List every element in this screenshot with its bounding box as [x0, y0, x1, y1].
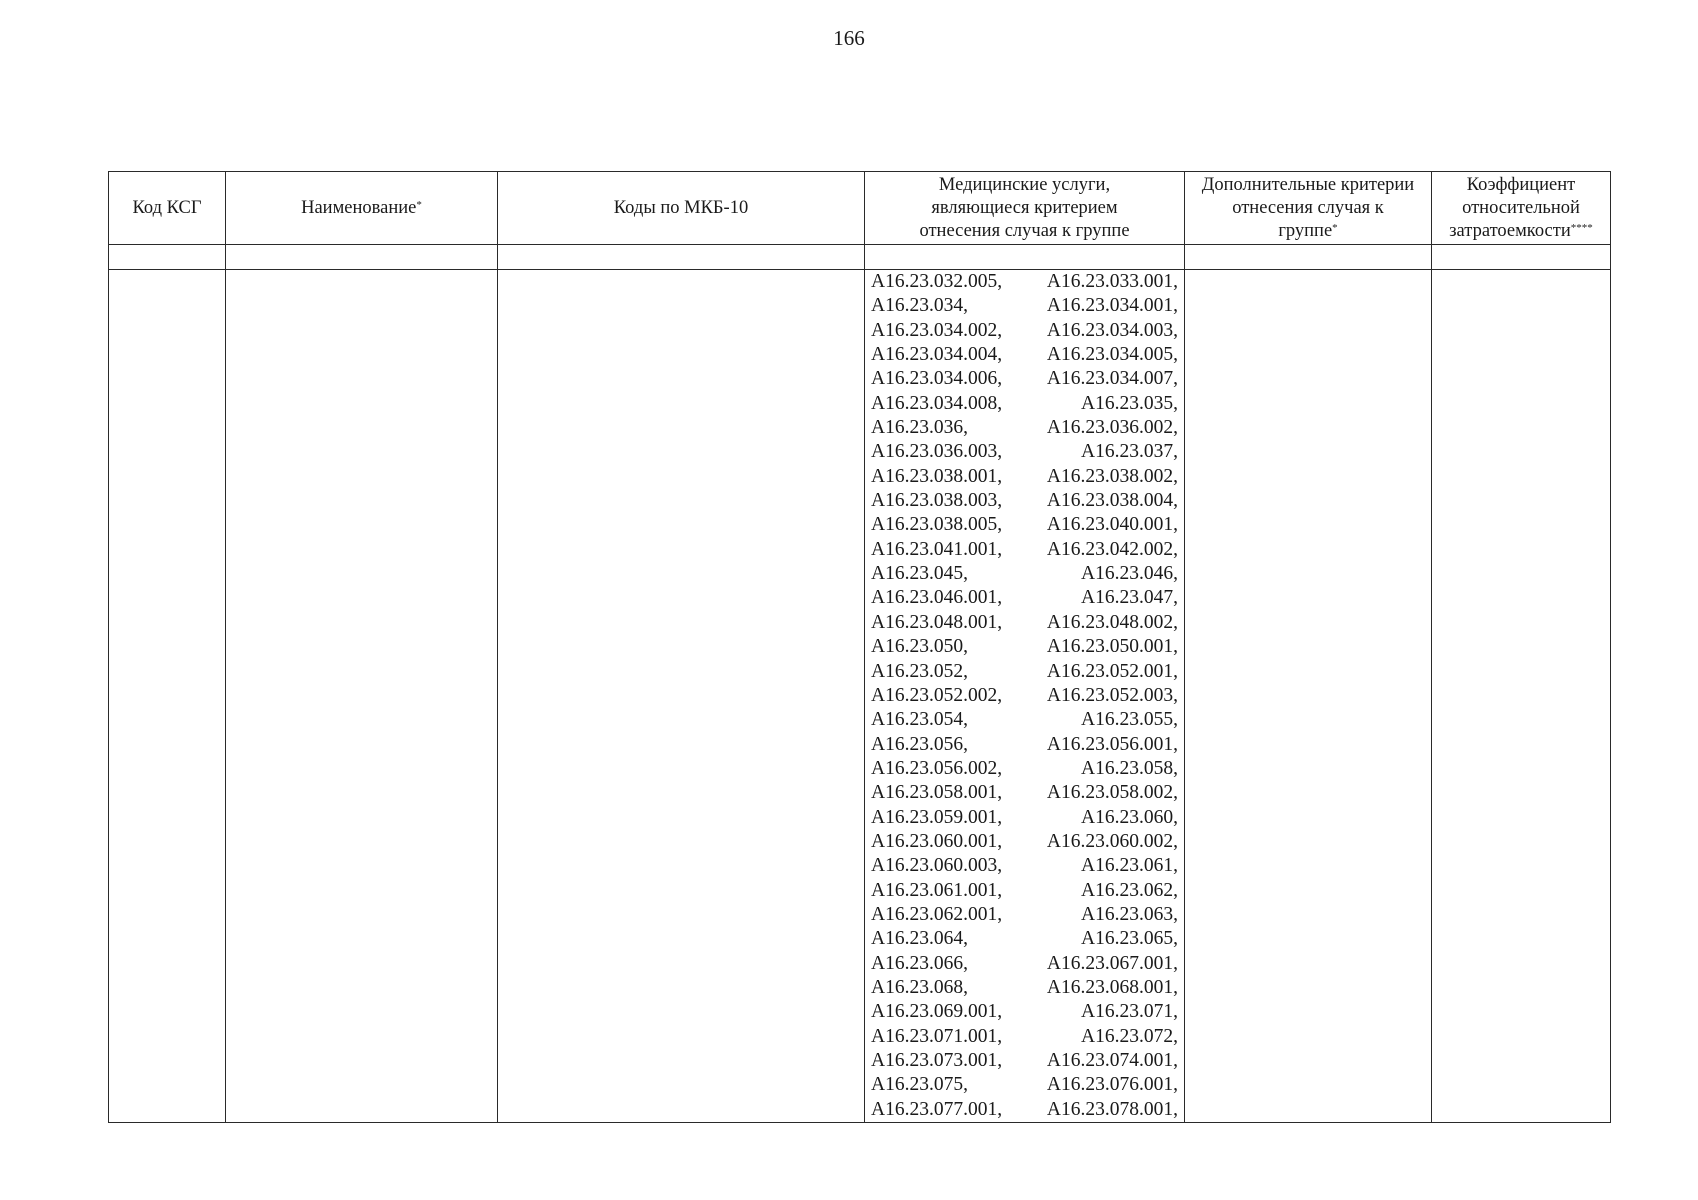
service-code: A16.23.048.001, — [871, 611, 1003, 633]
service-code: A16.23.045, — [871, 563, 968, 585]
service-code: A16.23.036.002, — [1046, 417, 1178, 439]
service-code: A16.23.034.007, — [1046, 368, 1178, 390]
service-code: A16.23.077.001, — [871, 1098, 1003, 1120]
code-row — [871, 611, 1178, 635]
header-medical-services: Медицинские услуги, являющиеся критерием отнесения случая к группе — [865, 172, 1185, 245]
code-row — [871, 392, 1178, 416]
service-code: A16.23.052.001, — [1046, 660, 1178, 682]
service-code: A16.23.050.001, — [1046, 636, 1178, 658]
icd10-cell — [498, 270, 865, 1123]
service-code: A16.23.034, — [871, 295, 968, 317]
service-code: A16.23.067.001, — [1046, 952, 1178, 974]
code-row — [871, 684, 1178, 708]
additional-criteria-cell — [1185, 270, 1432, 1123]
page-number: 166 — [833, 26, 865, 50]
footnote-mark: * — [416, 198, 422, 211]
service-code: A16.23.071, — [1081, 1001, 1178, 1023]
header-cost-coefficient: Коэффициент относительной затратоемкости**** — [1432, 172, 1611, 245]
service-code: A16.23.066, — [871, 952, 968, 974]
footnote-mark: * — [1332, 221, 1338, 234]
code-row — [871, 806, 1178, 830]
service-code-list — [871, 270, 1178, 1122]
code-row — [871, 976, 1178, 1000]
code-row — [871, 294, 1178, 318]
service-code: A16.23.072, — [1081, 1025, 1178, 1047]
service-code: A16.23.046.001, — [871, 587, 1003, 609]
service-code: A16.23.034.005, — [1046, 344, 1178, 366]
service-code: A16.23.061.001, — [871, 879, 1003, 901]
service-code: A16.23.038.004, — [1046, 490, 1178, 512]
service-code: A16.23.069.001, — [871, 1001, 1003, 1023]
code-row — [871, 465, 1178, 489]
service-code: A16.23.038.002, — [1046, 465, 1178, 487]
service-code: A16.23.034.002, — [871, 319, 1003, 341]
header-additional-criteria: Дополнительные критерии отнесения случая к группе* — [1185, 172, 1432, 245]
service-code: A16.23.056.001, — [1046, 733, 1178, 755]
service-code: A16.23.059.001, — [871, 806, 1003, 828]
service-code: A16.23.071.001, — [871, 1025, 1003, 1047]
code-row — [871, 635, 1178, 659]
footnote-mark: **** — [1570, 221, 1593, 234]
service-code: A16.23.074.001, — [1046, 1050, 1178, 1071]
code-row — [871, 1025, 1178, 1049]
service-code: A16.23.062.001, — [871, 903, 1003, 925]
header-name: Наименование* — [226, 172, 498, 245]
ksg-code-cell — [109, 270, 226, 1123]
code-row — [871, 1098, 1178, 1122]
code-row — [871, 927, 1178, 951]
header-icd10-codes: Коды по МКБ-10 — [498, 172, 865, 245]
cost-coefficient-cell — [1432, 270, 1611, 1123]
service-code: A16.23.060, — [1081, 806, 1178, 828]
medical-services-cell — [865, 270, 1185, 1123]
service-code: A16.23.036, — [871, 417, 968, 439]
code-row — [871, 757, 1178, 781]
code-row — [871, 830, 1178, 854]
code-row — [871, 1000, 1178, 1024]
service-code: A16.23.047, — [1081, 587, 1178, 609]
service-code: A16.23.073.001, — [871, 1050, 1003, 1071]
code-row — [871, 903, 1178, 927]
service-code: A16.23.068, — [871, 976, 968, 998]
service-code: A16.23.038.005, — [871, 514, 1003, 536]
service-code: A16.23.068.001, — [1046, 976, 1178, 998]
code-row — [871, 416, 1178, 440]
service-code: A16.23.048.002, — [1046, 611, 1178, 633]
code-row — [871, 733, 1178, 757]
name-cell — [226, 270, 498, 1123]
service-code: A16.23.063, — [1081, 903, 1178, 925]
code-row — [871, 952, 1178, 976]
service-code: A16.23.040.001, — [1046, 514, 1178, 536]
code-row — [871, 1049, 1178, 1073]
service-code: A16.23.038.001, — [871, 465, 1003, 487]
service-code: A16.23.034.004, — [871, 344, 1003, 366]
service-code: A16.23.064, — [871, 928, 968, 950]
service-code: A16.23.050, — [871, 636, 968, 658]
service-code: A16.23.061, — [1081, 855, 1178, 877]
empty-row — [109, 245, 1611, 270]
service-code: A16.23.052.002, — [871, 684, 1003, 706]
service-code: A16.23.054, — [871, 709, 968, 731]
code-row — [871, 319, 1178, 343]
header-ksg-code: Код КСГ — [109, 172, 226, 245]
service-code: A16.23.036.003, — [871, 441, 1003, 463]
service-code: A16.23.058.001, — [871, 782, 1003, 804]
code-row — [871, 586, 1178, 610]
code-row — [871, 879, 1178, 903]
code-row — [871, 367, 1178, 391]
code-row — [871, 513, 1178, 537]
code-row — [871, 270, 1178, 294]
service-code: A16.23.060.002, — [1046, 830, 1178, 852]
code-row — [871, 854, 1178, 878]
ksg-table — [108, 171, 1611, 1123]
service-code: A16.23.033.001, — [1046, 271, 1178, 292]
code-row — [871, 660, 1178, 684]
table-row — [109, 270, 1611, 1123]
service-code: A16.23.065, — [1081, 928, 1178, 950]
service-code: A16.23.046, — [1081, 563, 1178, 585]
service-code: A16.23.075, — [871, 1074, 968, 1096]
service-code: A16.23.032.005, — [871, 271, 1003, 292]
service-code: A16.23.052.003, — [1046, 684, 1178, 706]
service-code: A16.23.034.003, — [1046, 319, 1178, 341]
service-code: A16.23.034.008, — [871, 392, 1003, 414]
service-code: A16.23.034.001, — [1046, 295, 1178, 317]
service-code: A16.23.076.001, — [1046, 1074, 1178, 1096]
service-code: A16.23.056.002, — [871, 757, 1003, 779]
service-code: A16.23.078.001, — [1046, 1098, 1178, 1120]
service-code: A16.23.038.003, — [871, 490, 1003, 512]
table-header-row — [109, 172, 1611, 245]
code-row — [871, 708, 1178, 732]
service-code: A16.23.052, — [871, 660, 968, 682]
service-code: A16.23.034.006, — [871, 368, 1003, 390]
service-code: A16.23.058.002, — [1046, 782, 1178, 804]
service-code: A16.23.037, — [1081, 441, 1178, 463]
code-row — [871, 343, 1178, 367]
code-row — [871, 440, 1178, 464]
service-code: A16.23.058, — [1081, 757, 1178, 779]
code-row — [871, 489, 1178, 513]
service-code: A16.23.056, — [871, 733, 968, 755]
code-row — [871, 781, 1178, 805]
service-code: A16.23.041.001, — [871, 538, 1003, 560]
service-code: A16.23.060.003, — [871, 855, 1003, 877]
code-row — [871, 538, 1178, 562]
code-row — [871, 562, 1178, 586]
service-code: A16.23.035, — [1081, 392, 1178, 414]
service-code: A16.23.062, — [1081, 879, 1178, 901]
service-code: A16.23.055, — [1081, 709, 1178, 731]
service-code: A16.23.042.002, — [1046, 538, 1178, 560]
code-row — [871, 1073, 1178, 1097]
service-code: A16.23.060.001, — [871, 830, 1003, 852]
